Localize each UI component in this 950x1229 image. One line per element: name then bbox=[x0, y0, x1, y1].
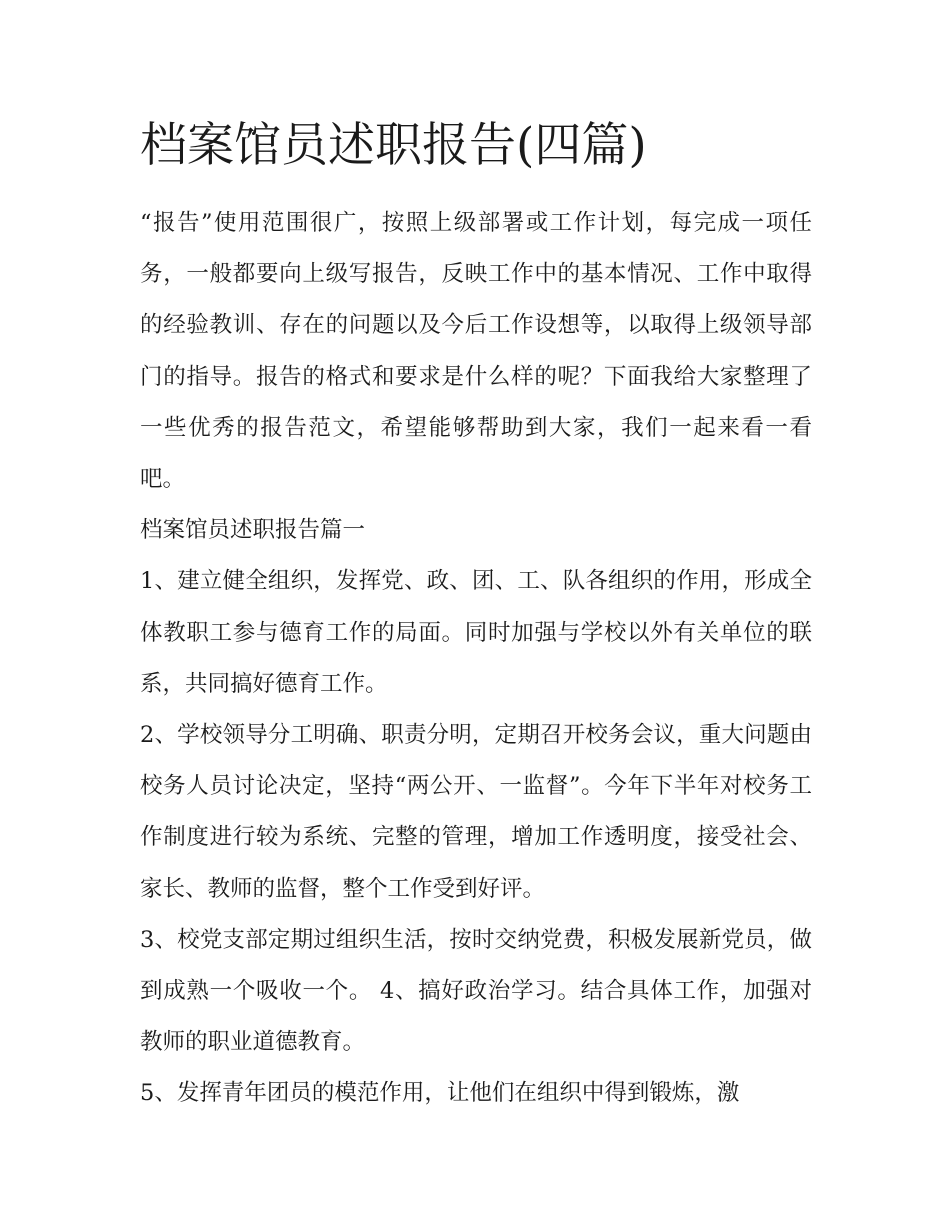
document-title: 档案馆员述职报告(四篇) bbox=[140, 118, 647, 173]
list-item-5: 5、发挥青年团员的模范作用，让他们在组织中得到锻炼，激 bbox=[140, 1080, 740, 1107]
intro-paragraph: “报告”使用范围很广，按照上级部署或工作计划，每完成一项任务，一般都要向上级写报告，反映工作中的基本情况、工作中取得的经验教训、存在的问题以及今后工作设想等，以取得上级领导部门的指导。报告的格式和要求是什么样的呢？下面我给大家整理了一些优秀的报告范文，希望能够帮助到大家，我们一起来看一看吧。 bbox=[140, 210, 812, 493]
list-item-2: 2、学校领导分工明确、职责分明，定期召开校务会议，重大问题由校务人员讨论决定，坚持“两公开、一监督”。今年下半年对校务工作制度进行较为系统、完整的管理，增加工作透明度，接受社会、家长、教师的监督，整个工作受到好评。 bbox=[140, 722, 812, 902]
list-item-1: 1、建立健全组织，发挥党、政、团、工、队各组织的作用，形成全体教职工参与德育工作的局面。同时加强与学校以外有关单位的联系，共同搞好德育工作。 bbox=[140, 568, 812, 697]
document-page bbox=[140, 112, 812, 1120]
section-heading: 档案馆员述职报告篇一 bbox=[140, 517, 366, 544]
list-item-3-4: 3、校党支部定期过组织生活，按时交纳党费，积极发展新党员，做到成熟一个吸收一个。 4、搞好政治学习。结合具体工作，加强对教师的职业道德教育。 bbox=[140, 926, 812, 1056]
